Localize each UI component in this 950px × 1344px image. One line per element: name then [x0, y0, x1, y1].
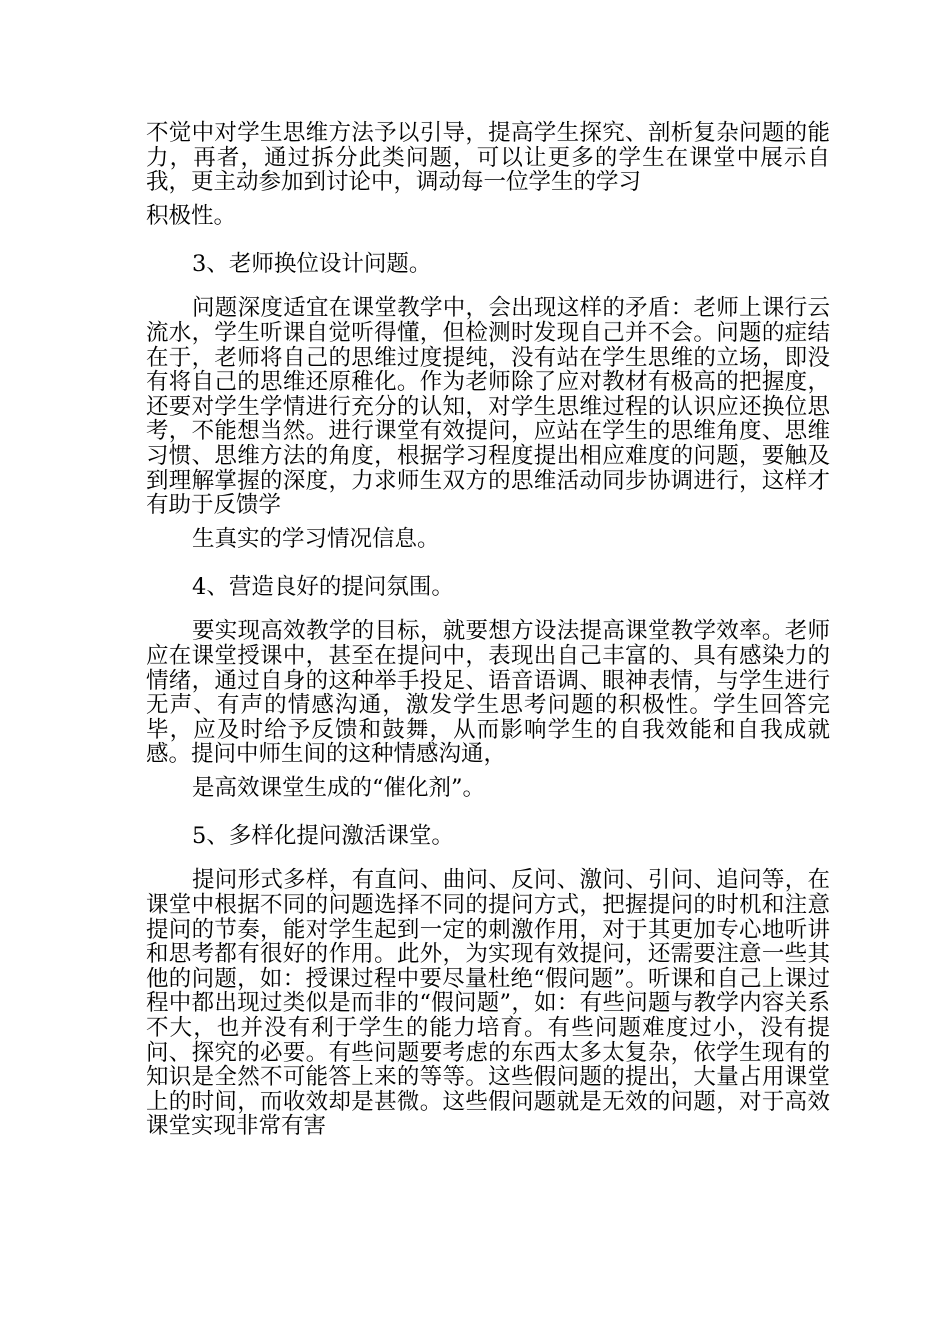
- document-page: [146, 121, 830, 1139]
- paragraph-3-tail: 是高效课堂生成的“催化剂”。: [192, 774, 486, 801]
- spacer: [146, 278, 830, 296]
- paragraph-2-tail: 生真实的学习情况信息。: [192, 525, 440, 552]
- paragraph-3-body: 要实现高效教学的目标，就要想方设法提高课堂教学效率。老师应在课堂授课中，甚至在提问中，表现出自己丰富的、具有感染力的情绪，通过自身的这种举手投足、语音语调、眼神表情，与学生进行无声、有声的情感沟通，激发学生思考问题的积极性。学生回答完毕，应及时给予反馈和鼓舞，从而影响学生的自我效能和自我成就感。提问中师生间的这种情感沟通，: [146, 618, 830, 768]
- paragraph-4: 提问形式多样，有直问、曲问、反问、激问、引问、追问等，在课堂中根据不同的问题选择不同的提问方式，把握提问的时机和注意提问的节奏，能对学生起到一定的刺激作用，对于其更加专心地听讲和思考都有很好的作用。此外，为实现有效提问，还需要注意一些其他的问题，如：授课过程中要尽量杜绝“假问题”。听课和自己上课过程中都出现过类似是而非的“假问题”，如：有些问题与教学内容关系不大，也并没有利于学生的能力培育。有些问题难度过小，没有提问、探究的必要。有些问题要考虑的东西太多太复杂，依学生现有的知识是全然不可能答上来的等等。这些假问题的提出，大量占用课堂上的时间，而收效却是甚微。这些假问题就是无效的问题，对于高效课堂实现非常有害: [146, 867, 830, 1140]
- paragraph-1-tail: 积极性。: [146, 202, 237, 229]
- spacer: [146, 228, 830, 251]
- section-heading-4: 4、营造良好的提问氛围。: [192, 574, 454, 601]
- paragraph-2: [146, 296, 830, 551]
- section-heading-3: 3、老师换位设计问题。: [192, 251, 432, 278]
- paragraph-1-body: 不觉中对学生思维方法予以引导，提高学生探究、剖析复杂问题的能力，再者，通过拆分此类问题，可以让更多的学生在课堂中展示自我，更主动参加到讨论中，调动每一位学生的学习: [146, 120, 830, 196]
- section-heading-5: 5、多样化提问激活课堂。: [192, 823, 454, 850]
- spacer: [146, 850, 830, 868]
- paragraph-1: [146, 121, 830, 228]
- spacer: [146, 601, 830, 619]
- spacer: [146, 800, 830, 823]
- paragraph-3: [146, 619, 830, 800]
- paragraph-2-body: 问题深度适宜在课堂教学中，会出现这样的矛盾：老师上课行云流水，学生听课自觉听得懂，但检测时发现自己并不会。问题的症结在于，老师将自己的思维过度提纯，没有站在学生思维的立场，即没有将自己的思维还原稚化。作为老师除了应对教材有极高的把握度，还要对学生学情进行充分的认知，对学生思维过程的认识应还换位思考，不能想当然。进行课堂有效提问，应站在学生的思维角度、思维习惯、思维方法的角度，根据学习程度提出相应难度的问题，要触及到理解掌握的深度，力求师生双方的思维活动同步协调进行，这样才有助于反馈学: [146, 295, 830, 519]
- spacer: [146, 551, 830, 574]
